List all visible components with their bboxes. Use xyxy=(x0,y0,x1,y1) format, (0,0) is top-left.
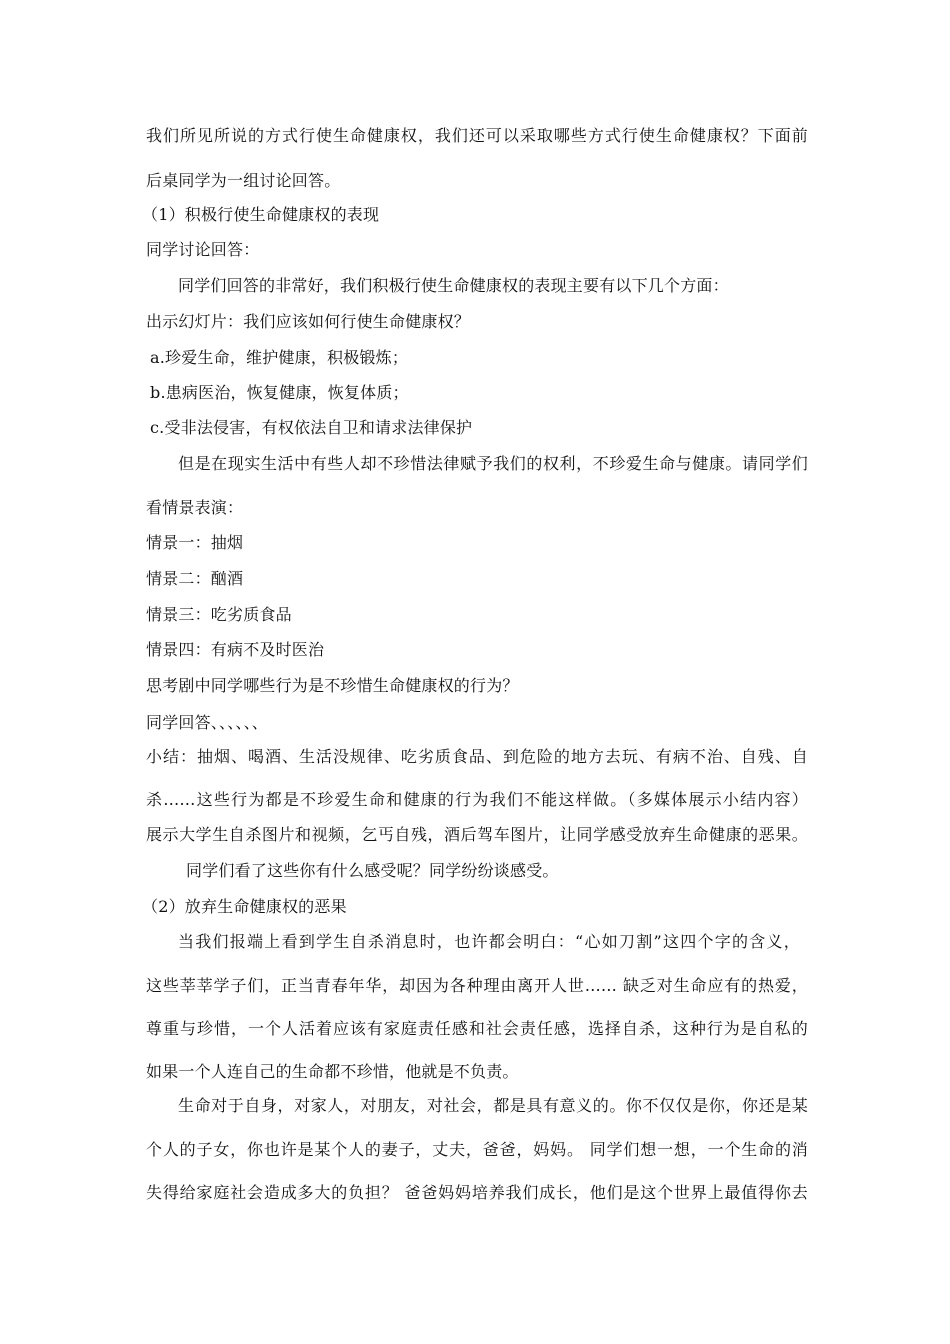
list-item: c.受非法侵害，有权依法自卫和请求法律保护 xyxy=(150,418,473,437)
text-line: 情景一：抽烟 xyxy=(146,533,244,552)
text-line: 情景二：酗酒 xyxy=(146,569,244,588)
text-line: 思考剧中同学哪些行为是不珍惜生命健康权的行为？ xyxy=(146,676,519,695)
text-line: 同学们回答的非常好，我们积极行使生命健康权的表现主要有以下几个方面： xyxy=(178,276,729,295)
text-line: 展示大学生自杀图片和视频，乞丐自残，酒后驾车图片，让同学感受放弃生命健康的恶果。 xyxy=(146,825,808,844)
text-line: 同学讨论回答： xyxy=(146,240,260,259)
text-line: 个人的子女，你也许是某个人的妻子，丈夫，爸爸，妈妈。 同学们想一想，一个生命的消 xyxy=(146,1140,808,1159)
list-item: a.珍爱生命，维护健康，积极锻炼； xyxy=(150,348,409,367)
text-line: 同学回答、、、、、、 xyxy=(146,713,269,732)
text-line: 后桌同学为一组讨论回答。 xyxy=(146,171,341,190)
text-line: 情景三：吃劣质食品 xyxy=(146,605,292,624)
text-line: 尊重与珍惜，一个人活着应该有家庭责任感和社会责任感，选择自杀，这种行为是自私的 xyxy=(146,1019,808,1038)
text-line: 当我们报端上看到学生自杀消息时，也许都会明白：“心如刀割”这四个字的含义， xyxy=(178,932,800,951)
text-line: 失得给家庭社会造成多大的负担？ 爸爸妈妈培养我们成长，他们是这个世界上最值得你去 xyxy=(146,1183,808,1202)
text-line: 生命对于自身，对家人，对朋友，对社会，都是具有意义的。你不仅仅是你，你还是某 xyxy=(178,1096,808,1115)
text-line: 我们所见所说的方式行使生命健康权，我们还可以采取哪些方式行使生命健康权？下面前 xyxy=(146,126,808,145)
section-heading: （2）放弃生命健康权的恶果 xyxy=(142,897,347,916)
text-line: 出示幻灯片：我们应该如何行使生命健康权？ xyxy=(146,312,471,331)
text-line: 这些莘莘学子们，正当青春年华，却因为各种理由离开人世…… 缺乏对生命应有的热爱， xyxy=(146,976,808,995)
text-line: 情景四：有病不及时医治 xyxy=(146,640,325,659)
list-item: b.患病医治，恢复健康，恢复体质； xyxy=(150,383,409,402)
text-line: 如果一个人连自己的生命都不珍惜，他就是不负责。 xyxy=(146,1062,519,1081)
text-line: 但是在现实生活中有些人却不珍惜法律赋予我们的权利，不珍爱生命与健康。请同学们 xyxy=(178,454,808,473)
text-line: 看情景表演： xyxy=(146,498,244,517)
section-heading: （1）积极行使生命健康权的表现 xyxy=(142,205,380,224)
text-line: 同学们看了这些你有什么感受呢？同学纷纷谈感受。 xyxy=(186,861,559,880)
text-line: 杀……这些行为都是不珍爱生命和健康的行为我们不能这样做。（多媒体展示小结内容） xyxy=(146,790,808,809)
text-line: 小结：抽烟、喝酒、生活没规律、吃劣质食品、到危险的地方去玩、有病不治、自残、自 xyxy=(146,747,808,766)
